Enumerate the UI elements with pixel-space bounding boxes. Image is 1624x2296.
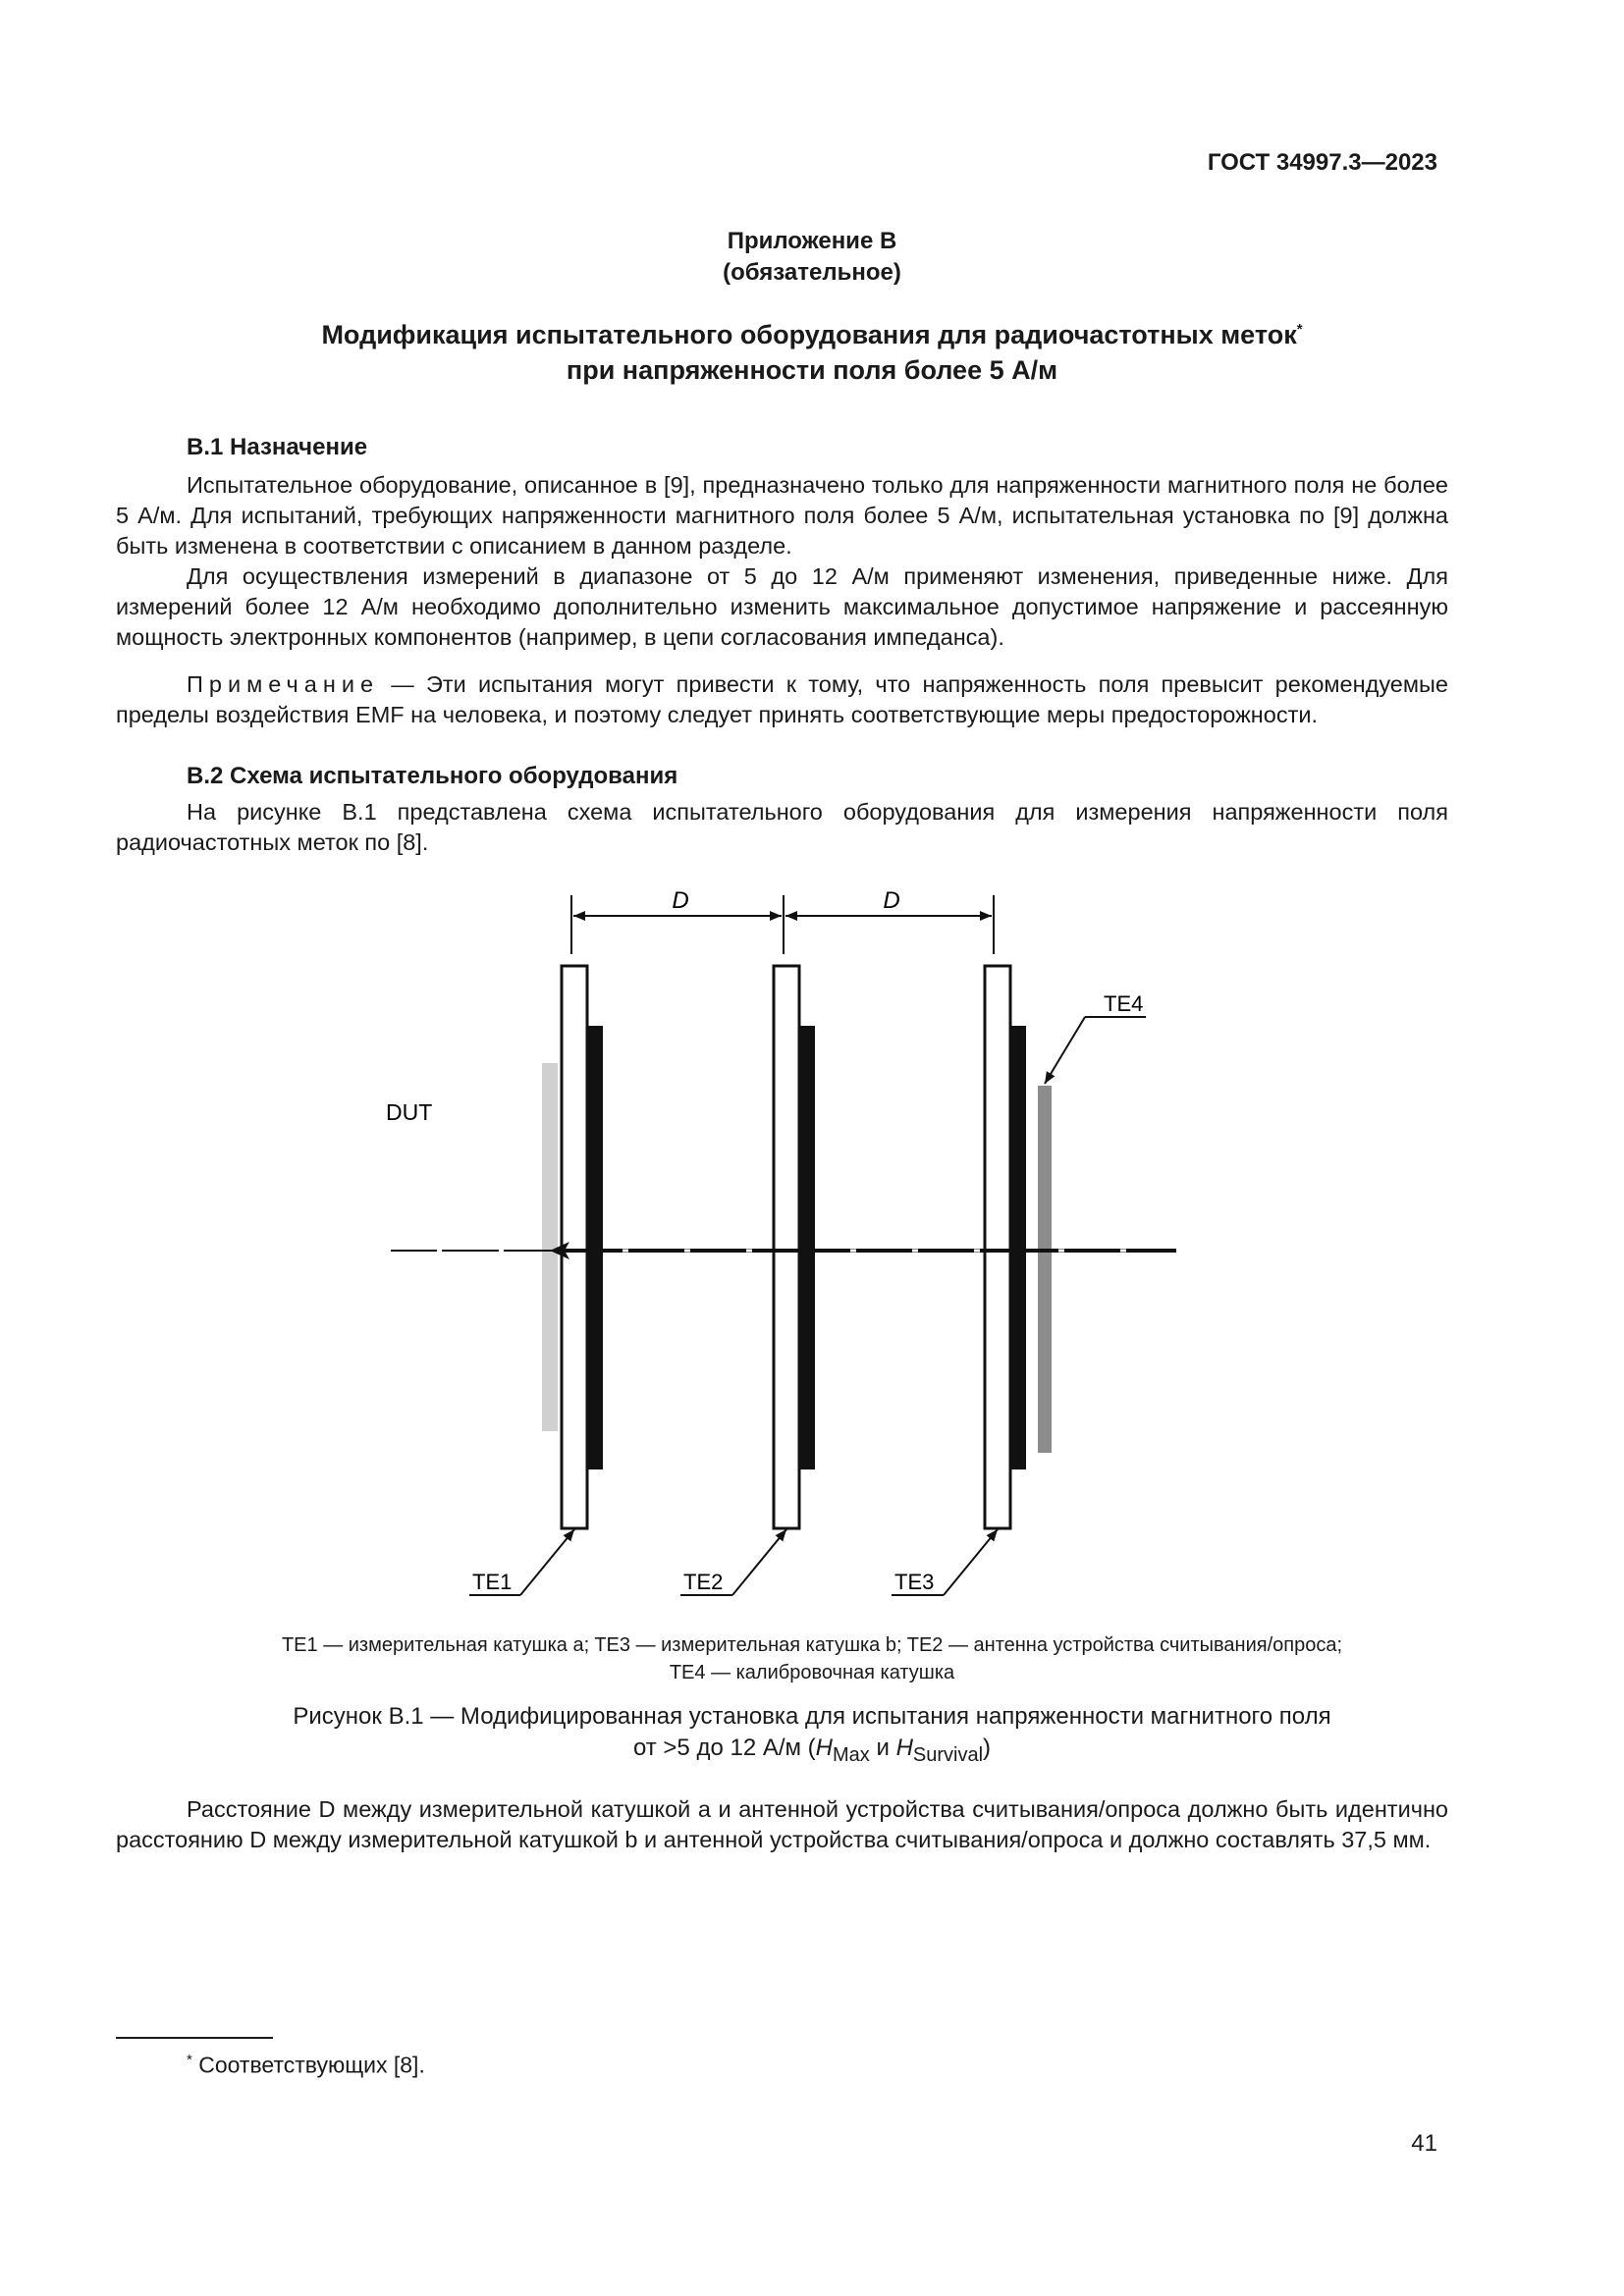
- closing-paragraph: Расстояние D между измерительной катушкой a и антенной устройства считывания/опроса должно быть идентично расстоянию D между измерительной катушкой b и антенной устройства считывания/опроса и должно составлять 37,5 мм.: [116, 1796, 1448, 1852]
- te3-leader-line: [944, 1529, 998, 1595]
- note-label: Примечание: [187, 671, 380, 697]
- page-title-line2: при напряженности поля более 5 А/м: [566, 355, 1058, 385]
- caption-max-subscript: Max: [833, 1743, 870, 1766]
- caption-and: и: [869, 1735, 896, 1761]
- note-text: Эти испытания могут привести к тому, что напряженность поля превысит рекомендуемые пределы воздействия EMF на человека, и поэтому следует принять соответствующие меры предосторожности.: [116, 671, 1448, 727]
- dimension-label-d1: D: [672, 887, 689, 914]
- title-text: Модификация испытательного оборудования для радиочастотных меток: [321, 320, 1297, 349]
- section-b1-heading: В.1 Назначение: [187, 434, 368, 460]
- appendix-status: (обязательное): [723, 259, 901, 286]
- page-title-line1: [0, 320, 1624, 350]
- figure-legend-line1: TE1 — измерительная катушка a; TE3 — измерительная катушка b; TE2 — антенна устройства считывания/опроса;: [281, 1634, 1343, 1656]
- te1-label: TE1: [472, 1570, 513, 1594]
- dut-label: DUT: [386, 1099, 433, 1125]
- caption-h-max: H: [815, 1735, 834, 1761]
- footnote-separator: [116, 2037, 273, 2039]
- te2-label: TE2: [683, 1570, 724, 1594]
- te4-label: TE4: [1104, 991, 1144, 1016]
- document-header: ГОСТ 34997.3—2023: [1207, 149, 1437, 176]
- te2-antenna-winding: [800, 1026, 815, 1469]
- dut-plate: [542, 1063, 558, 1431]
- note-dash: —: [379, 671, 426, 697]
- dimension-label-d2: D: [883, 887, 900, 914]
- test-setup-diagram: [0, 864, 1624, 1610]
- section-b1-paragraph-1: Испытательное оборудование, описанное в [9], предназначено только для напряженности магнитного поля не более 5 А/м. Для испытаний, требующих напряженности магнитного поля более 5 А/м, испытательная установка по [9] должна быть изменена в соответствии с описанием в данном разделе.: [116, 472, 1448, 559]
- figure-caption-line2: [0, 1733, 1624, 1771]
- te3-coil-winding: [1011, 1026, 1026, 1469]
- caption-prefix: от >5 до 12 А/м (: [632, 1735, 816, 1761]
- section-b2-paragraph: На рисунке В.1 представлена схема испытательного оборудования для измерения напряженности поля радиочастотных меток по [8].: [116, 799, 1448, 855]
- te2-leader-line: [732, 1529, 786, 1595]
- te3-coil-frame: [985, 966, 1010, 1528]
- te4-leader-line: [1045, 1017, 1085, 1084]
- appendix-title: Приложение В: [727, 228, 897, 254]
- te1-coil-winding: [588, 1026, 603, 1469]
- caption-h-survival: H: [895, 1735, 913, 1761]
- footnote-mark: *: [187, 2052, 192, 2068]
- title-footnote-mark: *: [1296, 321, 1303, 338]
- page-number: 41: [1411, 2130, 1437, 2157]
- figure-legend-line2: TE4 — калибровочная катушка: [669, 1662, 955, 1683]
- section-b1-paragraph-2: Для осуществления измерений в диапазоне от 5 до 12 А/м применяют изменения, приведенные ниже. Для измерений более 12 А/м необходимо дополнительно изменить максимальное допустимое напряжение и рассеянную мощность электронных компонентов (например, в цепи согласования импеданса).: [116, 563, 1448, 650]
- te2-antenna-frame: [774, 966, 799, 1528]
- footnote-text: Соответствующих [8].: [198, 2052, 425, 2078]
- te1-leader-line: [520, 1529, 574, 1595]
- te3-label: TE3: [894, 1570, 935, 1594]
- footnote: [187, 2052, 425, 2079]
- section-b2-heading: В.2 Схема испытательного оборудования: [187, 763, 678, 789]
- caption-survival-subscript: Survival: [912, 1743, 984, 1766]
- figure-caption-line1: Рисунок В.1 — Модифицированная установка для испытания напряженности магнитного поля: [293, 1703, 1331, 1730]
- caption-suffix: ): [983, 1735, 992, 1761]
- note-paragraph: [116, 669, 1448, 730]
- te4-calibration-coil: [1038, 1086, 1052, 1453]
